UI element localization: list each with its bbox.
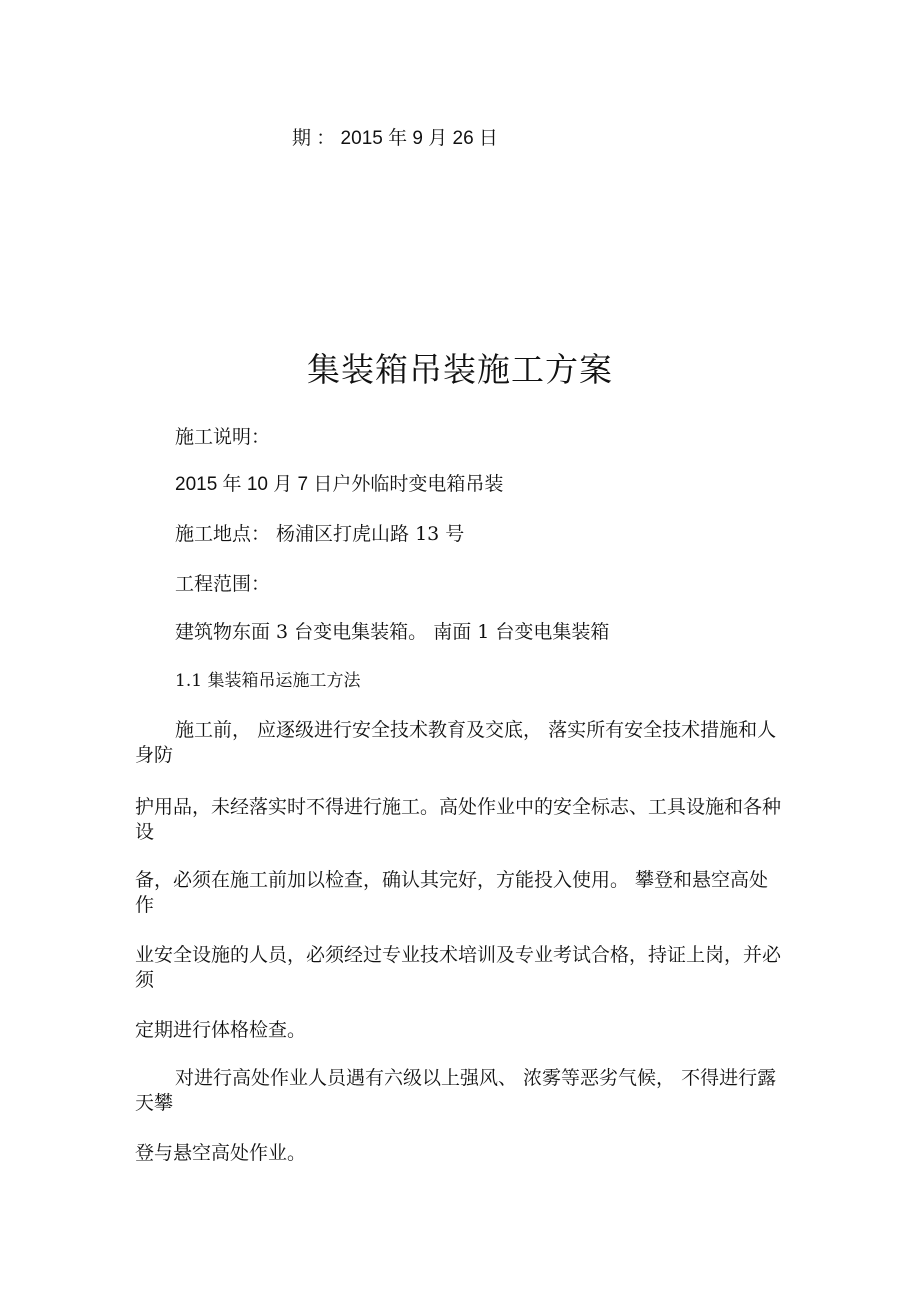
paragraph-1-line-5: 定期进行体格检查。 <box>135 1019 307 1041</box>
paragraph-1-line-4-wrap: 须 <box>135 969 155 991</box>
date-line: 期 ： 2015 年 9 月 26 日 <box>292 128 498 149</box>
paragraph-1-line-4: 业安全设施的人员，必须经过专业技术培训及专业考试合格，持证上岗，并必 <box>135 944 782 966</box>
construction-date-line: 2015 年 10 月 7 日户外临时变电箱吊装 <box>175 474 504 495</box>
paragraph-1-line-2: 护用品，未经落实时不得进行施工。高处作业中的安全标志、工具设施和各种 <box>135 796 782 818</box>
project-scope-text: 建筑物东面 3 台变电集装箱。 南面 1 台变电集装箱 <box>175 621 610 643</box>
paragraph-2-line-2: 登与悬空高处作业。 <box>135 1142 307 1164</box>
paragraph-1-line-3: 备，必须在施工前加以检查，确认其完好，方能投入使用。 攀登和悬空高处 <box>135 869 769 891</box>
paragraph-1-line-3-wrap: 作 <box>135 894 155 916</box>
project-scope-heading: 工程范围： <box>175 573 271 595</box>
section-heading-1-1: 1.1 集装箱吊运施工方法 <box>175 671 361 691</box>
paragraph-2-line-1-wrap: 天攀 <box>135 1092 174 1114</box>
construction-location-line: 施工地点： 杨浦区打虎山路 13 号 <box>175 523 465 545</box>
paragraph-2-line-1: 对进行高处作业人员遇有六级以上强风、 浓雾等恶劣气候， 不得进行露 <box>175 1067 777 1089</box>
paragraph-1-line-2-wrap: 设 <box>135 821 155 843</box>
paragraph-1-line-1: 施工前， 应逐级进行安全技术教育及交底， 落实所有安全技术措施和人 <box>175 719 777 741</box>
construction-notes-heading: 施工说明： <box>175 426 271 448</box>
document-title: 集装箱吊装施工方案 <box>307 350 613 389</box>
paragraph-1-line-1-wrap: 身防 <box>135 744 174 766</box>
